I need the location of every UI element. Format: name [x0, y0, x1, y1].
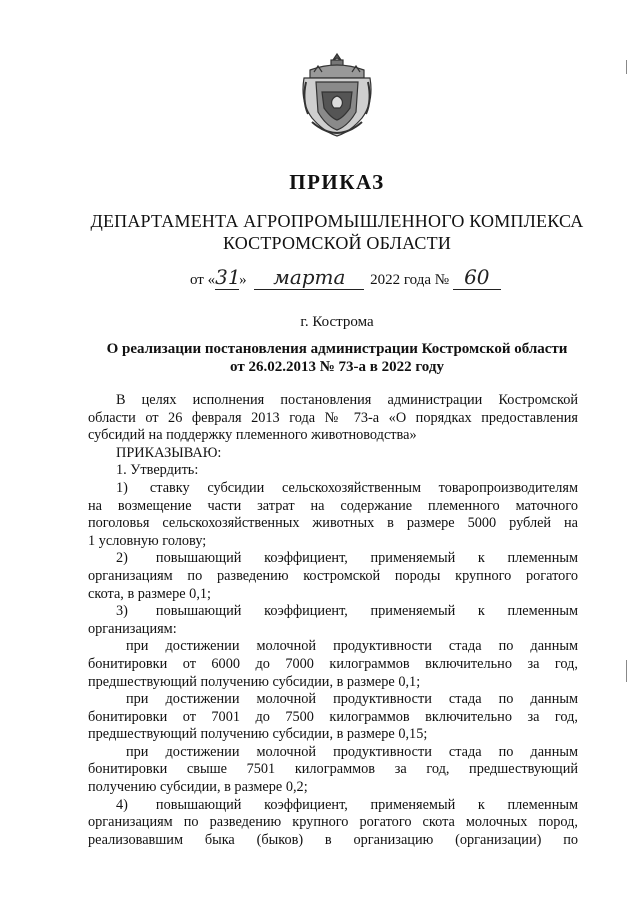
- document-subject: [95, 340, 579, 376]
- subpoint-b-line: при достижении молочной продуктивности стада по данным: [126, 691, 578, 708]
- point-4-line: 4) повышающий коэффициент, применяемый к племенным: [116, 796, 578, 813]
- order-number: 60: [464, 265, 490, 289]
- date-month: марта: [273, 265, 346, 289]
- date-year-text: 2022 года №: [370, 272, 450, 288]
- scan-edge-mark: [626, 60, 627, 74]
- subpoint-b-line: предшествующий получению субсидии, в размере 0,15;: [88, 726, 428, 743]
- subpoint-c-line: бонитировки свыше 7501 килограммов за год, предшествующий: [88, 761, 578, 778]
- point-1-line: поголовья сельскохозяйственных животных в размере 5000 рублей на: [88, 515, 578, 532]
- department-line-1: ДЕПАРТАМЕНТА АГРОПРОМЫШЛЕННОГО КОМПЛЕКСА: [90, 211, 584, 231]
- point-4-number: 4): [116, 796, 128, 813]
- date-day: 31: [215, 265, 241, 289]
- item-1-heading: 1. Утвердить:: [116, 462, 199, 479]
- scan-edge-mark: [626, 660, 627, 682]
- point-4-line: организациям по разведению крупного рогатого скота молочных пород,: [88, 814, 578, 831]
- point-3-line: организациям:: [88, 620, 177, 637]
- intro-line: субсидий на поддержку племенного животноводства»: [88, 427, 417, 444]
- department-line-2: КОСТРОМСКОЙ ОБЛАСТИ: [222, 233, 452, 253]
- city-name: г. Кострома: [300, 314, 374, 330]
- subpoint-c-line: получению субсидии, в размере 0,2;: [88, 779, 308, 796]
- point-2-line: организациям по разведению костромской породы крупного рогатого: [88, 567, 578, 584]
- subpoint-b-line: бонитировки от 7001 до 7500 килограммов включительно за год,: [88, 708, 578, 725]
- intro-line: В целях исполнения постановления администрации Костромской: [116, 392, 578, 408]
- date-from-label: от: [190, 272, 204, 288]
- subpoint-a-line: при достижении молочной продуктивности стада по данным: [126, 638, 578, 655]
- point-2-line: скота, в размере 0,1;: [88, 585, 212, 602]
- department-name: [0, 210, 640, 254]
- point-1-line: 1) ставку субсидии сельскохозяйственным товаропроизводителям: [116, 479, 578, 496]
- date-open-quote: «: [207, 272, 216, 288]
- date-close-quote: »: [239, 272, 247, 288]
- point-3-number: 3): [116, 603, 128, 620]
- point-1-number: 1): [116, 479, 128, 496]
- date-line: [190, 265, 501, 290]
- intro-line: области от 26 февраля 2013 года № 73-а «О порядках предоставления: [88, 409, 578, 426]
- subpoint-a-line: бонитировки от 6000 до 7000 килограммов включительно за год,: [88, 655, 578, 672]
- point-2-line: 2) повышающий коэффициент, применяемый к племенным: [116, 550, 578, 567]
- subject-line-2: от 26.02.2013 № 73-а в 2022 году: [230, 359, 444, 375]
- coat-of-arms-emblem: [298, 52, 376, 138]
- document-title: ПРИКАЗ: [289, 170, 385, 194]
- point-1-line: на возмещение части затрат на содержание племенного маточного: [88, 497, 578, 514]
- subject-line-1: О реализации постановления администрации Костромской области: [106, 341, 568, 357]
- point-1-line: 1 условную голову;: [88, 532, 207, 549]
- order-word: ПРИКАЗЫВАЮ:: [116, 444, 222, 461]
- point-3-line: 3) повышающий коэффициент, применяемый к племенным: [116, 603, 578, 620]
- point-2-number: 2): [116, 550, 128, 567]
- point-4-line: реализовавшим быка (быков) в организацию (организации) по: [88, 831, 578, 848]
- subpoint-c-line: при достижении молочной продуктивности стада по данным: [126, 743, 578, 760]
- document-body: [88, 392, 578, 849]
- subpoint-a-line: предшествующий получению субсидии, в размере 0,1;: [88, 673, 421, 690]
